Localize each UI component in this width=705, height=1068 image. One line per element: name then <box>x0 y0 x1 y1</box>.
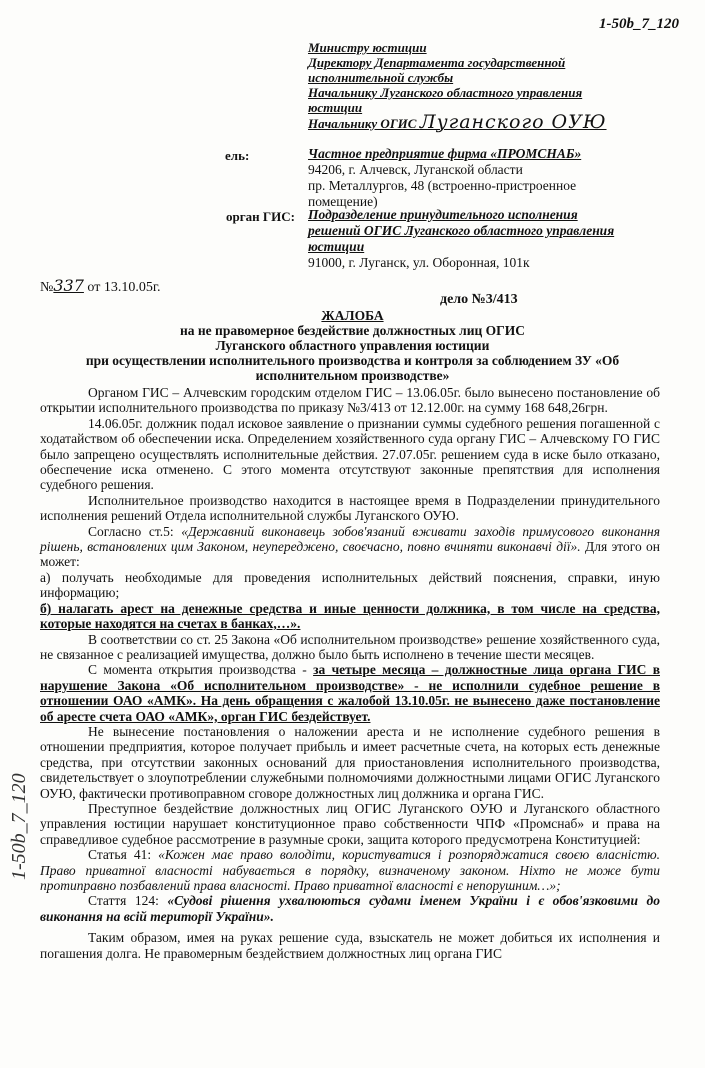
applicant-name: Частное предприятие фирма «ПРОМСНАБ» <box>308 146 582 161</box>
recipient-line: Начальнику Луганского областного управления <box>308 85 583 100</box>
title-line: на не правомерное бездействие должностных лиц ОГИС <box>180 323 525 338</box>
paragraph-lead: Согласно ст.5: <box>88 523 182 539</box>
applicant-address: 94206, г. Алчевск, Луганской области <box>308 162 523 177</box>
paragraph: а) получать необходимые для проведения исполнительных действий пояснения, справки, иную информацию; <box>40 569 660 601</box>
paragraph: Не вынесение постановления о наложении ареста и не исполнение судебного решения в отношении предприятия, которое получает прибыль и имеет расчетные счета, на которых есть денежные средства, при отсутствии законных оснований для приостановления исполнительного производства, свидетельствует о злоупотреблении служебными полномочиями должностными лицами ОГИС Луганского ОУЮ, фактически противоправном сговоре должностных лиц должника и органа ГИС. <box>40 723 660 801</box>
paragraph-tail: Для этого он может: <box>40 539 660 570</box>
applicant-address: помещение) <box>308 194 378 209</box>
paragraph-lead: С момента открытия производства - <box>88 662 314 678</box>
constitution-quote: «Судові рішення ухвалюються судами іменем України і є обов'язковими до виконання на всій території України». <box>40 893 660 924</box>
case-number: дело №3/413 <box>440 292 518 307</box>
paragraph <box>40 847 660 893</box>
paragraph <box>40 662 660 724</box>
authority-name: Подразделение принудительного исполнения <box>308 207 578 222</box>
applicant-address: пр. Металлургов, 48 (встроенно-пристроенное <box>308 178 577 193</box>
title-line: при осуществлении исполнительного производства и контроля за соблюдением ЗУ «Об <box>85 353 620 368</box>
handwritten-recipient: Луганского ОУЮ <box>419 111 607 133</box>
document-title <box>20 308 685 383</box>
authority-name: решений ОГИС Луганского областного управления <box>308 223 615 238</box>
authority-label: орган ГИС: <box>226 209 295 224</box>
recipient-line: Директору Департамента государственной <box>308 55 566 70</box>
paragraph-emphasis: за четыре месяца – должностные лица органа ГИС в нарушение Закона «Об исполнительном производстве» - не исполнили судебное решение в отношении ОАО «АМК». На день обращения с жалобой 13.10.05г. не вынесено даже постановление об аресте счета ОАО «АМК», орган ГИС бездействует. <box>40 662 660 724</box>
authority-address: 91000, г. Луганск, ул. Оборонная, 101к <box>308 255 530 270</box>
handwritten-margin-note: 1-50b_7_120 <box>8 773 30 880</box>
paragraph <box>40 893 660 924</box>
recipient-ogis: Начальнику ОГИС <box>308 116 417 131</box>
recipient-line: исполнительной службы <box>308 70 454 85</box>
paragraph-lead: Стаття 124: <box>88 893 168 909</box>
recipient-line: Министру юстиции <box>308 40 427 55</box>
applicant-label: ель: <box>225 148 250 163</box>
title-line: исполнительном производстве» <box>255 368 450 383</box>
paragraph <box>40 524 660 570</box>
recipient-line: юстиции <box>308 100 363 115</box>
paragraph: В соответствии со ст. 25 Закона «Об исполнительном производстве» решение хозяйственного суда, не связанное с реализацией имущества, должно было быть исполнено в течение шести месяцев. <box>40 631 660 662</box>
paragraph: Таким образом, имея на руках решение суда, взыскатель не может добиться их исполнения и погашения долга. Не правомерным бездействием должностных лиц органа ГИС <box>40 930 660 961</box>
complaint-body <box>40 385 660 961</box>
paragraph: 14.06.05г. должник подал исковое заявление о признании суммы судебного решения погашенной с ходатайством об обеспечении иска. Определением хозяйственного суда органу ГИС – Алчевскому ГО ГИС было запрещено осуществлять исполнительные действия. 27.07.05г. решением суда в иске было отказано, обеспечение иска отменено. С этого момента отсутствуют законные препятствия для исполнения судебного решения. <box>40 415 660 493</box>
recipients-block <box>308 40 653 131</box>
law-quote: «Державний виконавець зобов'язаний вживати заходів примусового виконання рішень, встановлених цим Законом, неупереджено, своєчасно, повно вчиняти виконавчі дії». <box>40 523 660 555</box>
applicant-block <box>308 146 658 210</box>
paragraph-lead: Статья 41: <box>88 847 159 863</box>
authority-block <box>308 207 658 271</box>
document-id: 1-50b_7_120 <box>599 16 679 32</box>
handwritten-number: 337 <box>53 276 84 295</box>
constitution-quote: «Кожен має право володіти, користуватися і розпоряджатися своєю власністю. Право приватної власності набувається в порядку, визначеному законом. Ніхто не може бути протиправно позбавлений права власності. Право приватної власності є непорушним…»; <box>40 847 660 893</box>
outgoing-number <box>40 276 161 296</box>
paragraph: Преступное бездействие должностных лиц ОГИС Луганского ОУЮ и Луганского областного управления юстиции нарушает конституционное право собственности ЧПФ «Промснаб» и права на справедливое судебное рассмотрение в разумные сроки, защита которого предусмотрена Конституцией: <box>40 800 660 847</box>
title-main: ЖАЛОБА <box>321 308 384 323</box>
number-sign: № <box>40 280 54 295</box>
paragraph-emphasis: б) налагать арест на денежные средства и иные ценности должника, в том числе на средства, которые находятся на счетах в банках,…». <box>40 600 660 632</box>
authority-name: юстиции <box>308 239 365 254</box>
outgoing-date: от 13.10.05г. <box>87 280 161 295</box>
title-line: Луганского областного управления юстиции <box>215 338 490 353</box>
recipient-line <box>308 111 653 133</box>
paragraph: Органом ГИС – Алчевским городским отделом ГИС – 13.06.05г. было вынесено постановление об открытии исполнительного производства по приказу №3/413 от 12.12.00г. на сумму 168 648,26грн. <box>40 385 660 416</box>
paragraph: Исполнительное производство находится в настоящее время в Подразделении принудительного исполнения решений Отдела исполнительной службы Луганского ОУЮ. <box>40 492 660 524</box>
